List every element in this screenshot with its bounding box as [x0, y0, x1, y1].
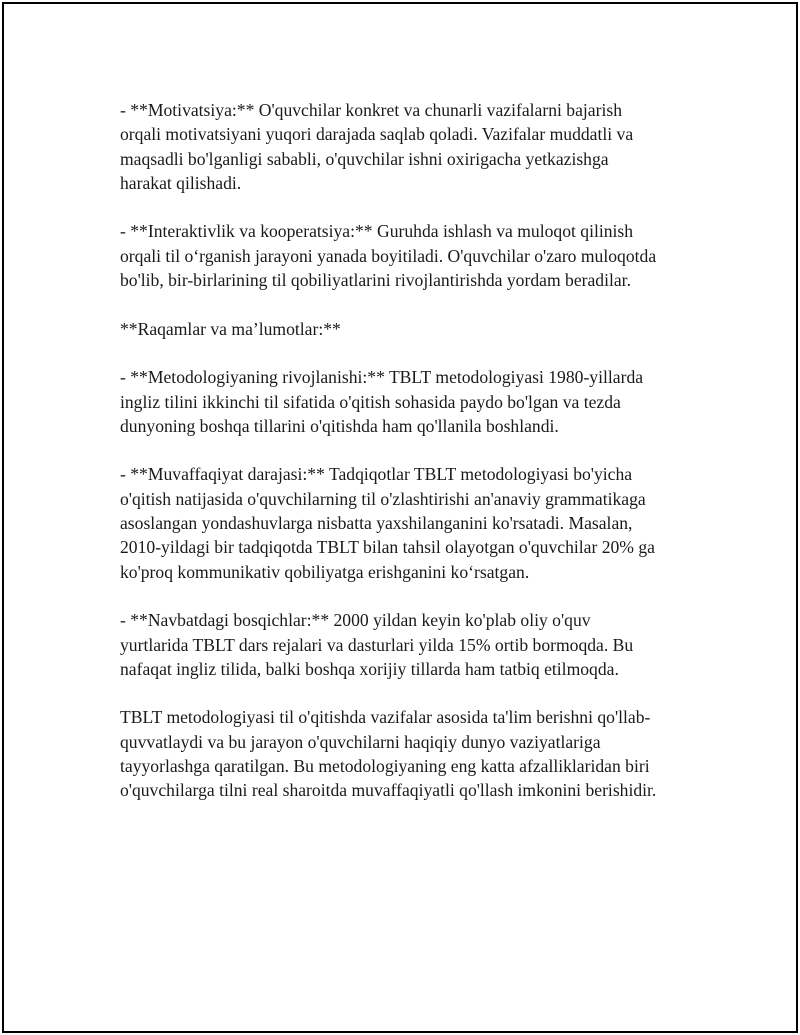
text-line: harakat qilishadi. [120, 172, 242, 193]
text-line: TBLT metodologiyasi til o'qitishda vazifalar asosida ta'lim berishni qo'llab- [120, 707, 651, 728]
paragraph-muvaffaqiyat-darajasi [120, 462, 690, 583]
text-line: ko'proq kommunikativ qobiliyatga erishganini ko‘rsatgan. [120, 561, 530, 582]
paragraph-conclusion [120, 705, 690, 802]
text-line: maqsadli bo'lganligi sababli, o'quvchilar ishni oxirigacha yetkazishga [120, 148, 609, 169]
text-line: ingliz tilini ikkinchi til sifatida o'qitish sohasida paydo bo'lgan va tezda [120, 391, 621, 412]
text-line: - **Motivatsiya:** O'quvchilar konkret va chunarli vazifalarni bajarish [120, 100, 622, 120]
text-line: o'qitish natijasida o'quvchilarning til o'zlashtirishi an'anaviy grammatikaga [120, 488, 646, 509]
text-line: - **Navbatdagi bosqichlar:** 2000 yildan keyin ko'plab oliy o'quv [120, 610, 591, 631]
text-line: **Raqamlar va ma’lumotlar:** [120, 318, 341, 339]
text-line: orqali til o‘rganish jarayoni yanada boyitiladi. O'quvchilar o'zaro muloqotda [120, 245, 657, 266]
paragraph-navbatdagi-bosqichlar [120, 608, 690, 681]
paragraph-interaktivlik [120, 219, 690, 292]
text-line: tayyorlashga qaratilgan. Bu metodologiyaning eng katta afzalliklaridan biri [120, 756, 650, 777]
paragraph-metodologiya-rivojlanishi [120, 365, 690, 438]
paragraph-motivatsiya [120, 98, 690, 195]
text-line: bo'lib, bir-birlarining til qobiliyatlarini rivojlantirishda yordam beradilar. [120, 270, 631, 291]
text-line: 2010-yildagi bir tadqiqotda TBLT bilan tahsil olayotgan o'quvchilar 20% ga [120, 537, 655, 558]
text-line: dunyoning boshqa tillarini o'qitishda ham qo'llanila boshlandi. [120, 415, 559, 436]
text-line: orqali motivatsiyani yuqori darajada saqlab qoladi. Vazifalar muddatli va [120, 124, 634, 145]
section-heading-raqamlar [120, 317, 690, 341]
text-line: asoslangan yondashuvlarga nisbatta yaxshilanganini ko'rsatadi. Masalan, [120, 513, 633, 534]
text-line: - **Interaktivlik va kooperatsiya:** Guruhda ishlash va muloqot qilinish [120, 221, 634, 242]
text-line: yurtlarida TBLT dars rejalari va dasturlari yilda 15% ortib bormoqda. Bu [120, 634, 634, 655]
text-line: nafaqat ingliz tilida, balki boshqa xorijiy tillarda ham tatbiq etilmoqda. [120, 658, 619, 679]
text-line: - **Muvaffaqiyat darajasi:** Tadqiqotlar TBLT metodologiyasi bo'yicha [120, 464, 633, 485]
document-page [2, 2, 798, 1033]
text-line: o'quvchilarga tilni real sharoitda muvaffaqiyatli qo'llash imkonini berishidir. [120, 780, 657, 801]
text-line: - **Metodologiyaning rivojlanishi:** TBLT metodologiyasi 1980-yillarda [120, 367, 644, 388]
document-body [120, 98, 690, 827]
text-line: quvvatlaydi va bu jarayon o'quvchilarni haqiqiy dunyo vaziyatlariga [120, 731, 601, 752]
